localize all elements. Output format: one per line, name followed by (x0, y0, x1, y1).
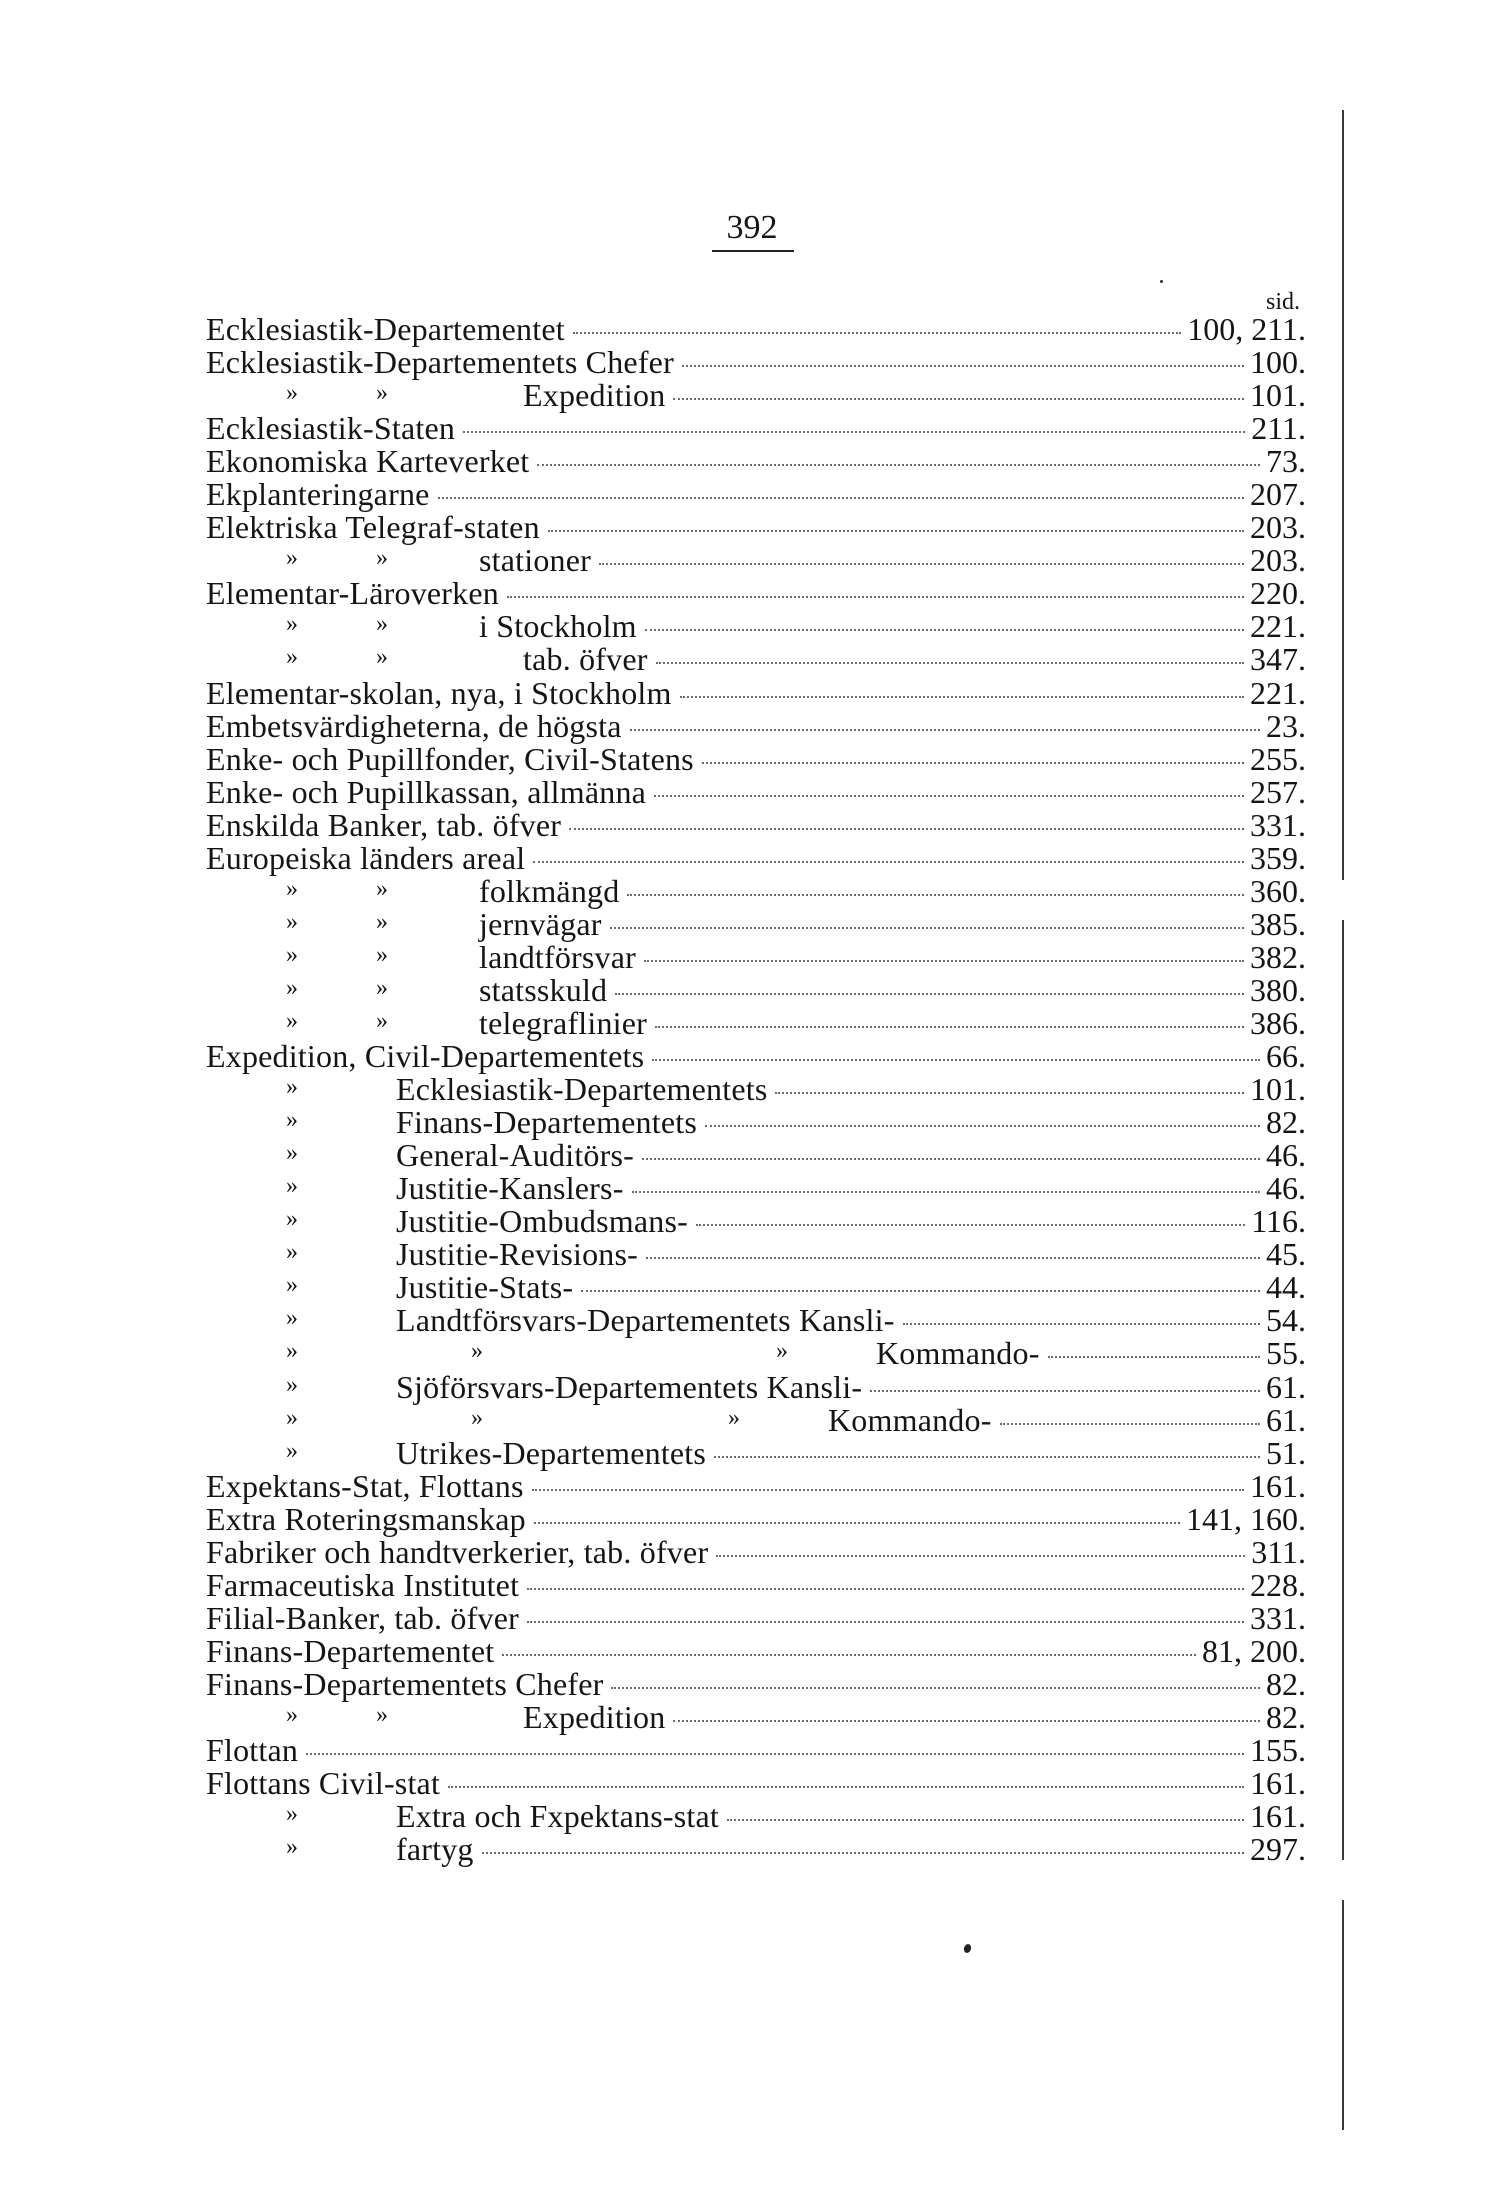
dot-leader (502, 1654, 1196, 1656)
index-entry (206, 1734, 1306, 1767)
index-entry (206, 478, 1306, 511)
column-header: sid. (1265, 289, 1300, 315)
entry-term: Utrikes-Departementets (396, 1434, 707, 1471)
entry-indent (206, 1140, 396, 1167)
ditto-mark: » (286, 1007, 298, 1034)
index-entry (206, 1599, 1306, 1636)
entry-term: Embetsvärdigheterna, de högsta (206, 707, 622, 744)
entry-term: Elementar-skolan, nya, i Stockholm (206, 674, 672, 711)
entry-pages: 386. (1250, 1004, 1306, 1041)
entry-indent (206, 1239, 396, 1266)
ditto-mark: » (286, 1701, 298, 1728)
entry-pages: 66. (1266, 1038, 1306, 1075)
entry-term: Extra och Fxpektans-stat (396, 1798, 719, 1835)
index-entry (206, 872, 1306, 909)
dot-leader (870, 1390, 1260, 1392)
entry-pages: 203. (1250, 542, 1306, 579)
entry-term: Farmaceutiska Institutet (206, 1566, 520, 1603)
dot-leader (573, 332, 1181, 334)
entry-term: Justitie-Revisions- (396, 1236, 639, 1273)
entry-term: Ekplanteringarne (206, 476, 430, 513)
ditto-mark: » (286, 1404, 298, 1431)
dot-leader (655, 1026, 1244, 1028)
entry-indent (206, 1834, 396, 1861)
ditto-mark: » (376, 908, 388, 935)
ditto-mark: » (286, 875, 298, 902)
index-entry (206, 938, 1306, 975)
entry-term: Expedition, Civil-Departementets (206, 1038, 645, 1075)
entry-pages: 46. (1266, 1170, 1306, 1207)
ditto-mark: » (376, 380, 388, 407)
entry-pages: 161. (1250, 1765, 1306, 1802)
dot-leader (705, 1125, 1260, 1127)
entry-pages: 257. (1250, 773, 1306, 810)
entry-pages: 23. (1266, 707, 1306, 744)
ditto-mark: » (286, 545, 298, 572)
ditto-mark: » (286, 1206, 298, 1233)
dot-leader (306, 1753, 1244, 1755)
ditto-mark: » (728, 1404, 740, 1431)
ditto-mark: » (376, 1007, 388, 1034)
entry-pages: 360. (1250, 872, 1306, 909)
dot-leader (527, 1588, 1244, 1590)
ditto-mark: » (286, 1272, 298, 1299)
index-entry (206, 1106, 1306, 1139)
entry-indent (206, 1701, 523, 1728)
index-entry (206, 1401, 1306, 1438)
dot-leader (775, 1092, 1244, 1094)
dot-leader (1048, 1356, 1260, 1358)
entry-term: Ecklesiastik-Departementets (396, 1071, 768, 1108)
index-entry (206, 313, 1306, 346)
entry-indent (206, 974, 479, 1001)
entry-indent (206, 1338, 876, 1365)
entry-indent (206, 1107, 396, 1134)
dot-leader (537, 464, 1260, 466)
ditto-mark: » (286, 1173, 298, 1200)
dot-leader (727, 1819, 1244, 1821)
dot-leader (627, 894, 1244, 896)
index-entry (206, 806, 1306, 843)
entry-term: Ecklesiastik-Staten (206, 410, 456, 447)
ditto-mark: » (286, 611, 298, 638)
entry-pages: 100, 211. (1187, 311, 1306, 347)
entry-indent (206, 941, 479, 968)
entry-term: Ecklesiastik-Departementets Chefer (206, 344, 674, 381)
entry-pages: 61. (1266, 1401, 1306, 1438)
entry-term: Enke- och Pupillfonder, Civil-Statens (206, 740, 694, 777)
entry-pages: 101. (1250, 1071, 1306, 1108)
index-entry (206, 643, 1306, 676)
index-entry (206, 839, 1306, 876)
entry-term: Flottans Civil-stat (206, 1765, 441, 1802)
entry-term: Ecklesiastik-Departementet (206, 311, 565, 347)
dot-leader (642, 1158, 1260, 1160)
entry-pages: 82. (1266, 1104, 1306, 1141)
entry-term: Enke- och Pupillkassan, allmänna (206, 773, 647, 810)
index-entry (206, 1368, 1306, 1405)
dot-leader (673, 1720, 1260, 1722)
entry-term: Finans-Departementet (206, 1632, 495, 1669)
entry-term: jernvägar (479, 905, 602, 942)
ditto-mark: » (376, 974, 388, 1001)
index-entry (206, 511, 1306, 544)
index-entry (206, 1073, 1306, 1106)
index-entry (206, 1139, 1306, 1172)
ditto-mark: » (376, 545, 388, 572)
index-entry (206, 1172, 1306, 1205)
index-entry (206, 1533, 1306, 1570)
entry-term: Sjöförsvars-Departementets Kansli- (396, 1368, 863, 1405)
index-entry (206, 412, 1306, 445)
entry-term: Justitie-Stats- (396, 1269, 574, 1306)
ditto-mark: » (286, 908, 298, 935)
ditto-mark: » (471, 1404, 483, 1431)
dot-leader (1000, 1423, 1260, 1425)
index-entry (206, 740, 1306, 777)
entry-pages: 255. (1250, 740, 1306, 777)
entry-pages: 46. (1266, 1137, 1306, 1174)
entry-term: Elektriska Telegraf-staten (206, 509, 540, 546)
dot-leader (716, 1555, 1245, 1557)
entry-indent (206, 1206, 396, 1233)
entry-term: Justitie-Ombudsmans- (396, 1203, 688, 1240)
entry-term: Expedition (523, 377, 666, 414)
ditto-mark: » (376, 611, 388, 638)
entry-term: Expedition (523, 1698, 666, 1735)
index-entry (206, 707, 1306, 744)
entry-indent (206, 1074, 396, 1101)
entry-pages: 155. (1250, 1732, 1306, 1769)
entry-pages: 55. (1266, 1335, 1306, 1372)
entry-pages: 221. (1250, 608, 1306, 645)
right-margin-rule (1342, 110, 1344, 880)
dot-leader (569, 828, 1244, 830)
entry-term: fartyg (396, 1831, 474, 1868)
entry-term: Kommando- (876, 1335, 1040, 1372)
entry-pages: 82. (1266, 1698, 1306, 1735)
index-entry (206, 1238, 1306, 1271)
entry-indent (206, 1007, 479, 1034)
ditto-mark: » (286, 1834, 298, 1861)
entry-pages: 382. (1250, 938, 1306, 975)
index-entry (206, 1632, 1306, 1669)
entry-indent (206, 644, 523, 671)
entry-pages: 380. (1250, 971, 1306, 1008)
ditto-mark: » (376, 644, 388, 671)
entry-pages: 359. (1250, 839, 1306, 876)
entry-pages: 54. (1266, 1302, 1306, 1339)
entry-term: Elementar-Läroverken (206, 575, 499, 612)
index-entry (206, 379, 1306, 412)
dot-leader (438, 497, 1244, 499)
entry-indent (206, 1272, 396, 1299)
dot-leader (702, 762, 1244, 764)
dot-leader (682, 365, 1244, 367)
page-number: 392 (726, 209, 778, 246)
dot-leader (645, 629, 1244, 631)
entry-term: Ekonomiska Karteverket (206, 443, 530, 480)
entry-term: statsskuld (479, 971, 608, 1008)
dot-leader (654, 795, 1244, 797)
dot-leader (463, 431, 1245, 433)
index-entry (206, 1467, 1306, 1504)
index-entry (206, 1500, 1306, 1537)
index-entry (206, 577, 1306, 610)
dot-leader (680, 696, 1244, 698)
entry-indent (206, 1305, 396, 1332)
ink-mark (963, 1943, 973, 1954)
entry-pages: 81, 200. (1202, 1632, 1306, 1669)
entry-pages: 221. (1250, 674, 1306, 711)
ditto-mark: » (286, 1239, 298, 1266)
index-entry (206, 1833, 1306, 1866)
dot-leader (599, 563, 1244, 565)
index-entry (206, 1665, 1306, 1702)
entry-term: Expektans-Stat, Flottans (206, 1467, 524, 1504)
entry-pages: 61. (1266, 1368, 1306, 1405)
entry-term: Finans-Departementets Chefer (206, 1665, 604, 1702)
ditto-mark: » (286, 644, 298, 671)
dot-leader (696, 1224, 1245, 1226)
ditto-mark: » (286, 1305, 298, 1332)
index-entry (206, 1337, 1306, 1370)
dot-leader (646, 1257, 1260, 1259)
entry-indent (206, 1437, 396, 1464)
dot-leader (527, 1621, 1244, 1623)
entry-term: stationer (479, 542, 591, 579)
entry-term: Finans-Departementets (396, 1104, 697, 1141)
ditto-mark: » (376, 941, 388, 968)
index-entry (206, 905, 1306, 942)
index-entry (206, 610, 1306, 643)
ditto-mark: » (376, 875, 388, 902)
index-entry (206, 1004, 1306, 1041)
entry-pages: 161. (1250, 1467, 1306, 1504)
entry-term: Flottan (206, 1732, 299, 1769)
entry-pages: 331. (1250, 806, 1306, 843)
index-entry (206, 1566, 1306, 1603)
index-entry (206, 971, 1306, 1008)
entry-indent (206, 1371, 396, 1398)
dot-leader (534, 1522, 1180, 1524)
dot-leader (615, 993, 1244, 995)
ditto-mark: » (776, 1338, 788, 1365)
ditto-mark: » (286, 1437, 298, 1464)
entry-indent (206, 380, 523, 407)
entry-term: Extra Roteringsmanskap (206, 1500, 526, 1537)
entry-term: i Stockholm (479, 608, 637, 645)
index-entry (206, 1800, 1306, 1833)
index-entry (206, 1271, 1306, 1304)
dot-leader (903, 1323, 1260, 1325)
dot-leader (632, 1191, 1260, 1193)
dot-leader (448, 1786, 1244, 1788)
dot-leader (507, 596, 1244, 598)
entry-term: landtförsvar (479, 938, 637, 975)
ditto-mark: » (286, 1338, 298, 1365)
entry-indent (206, 1173, 396, 1200)
dot-leader (714, 1456, 1260, 1458)
entry-term: Enskilda Banker, tab. öfver (206, 806, 562, 843)
ditto-mark: » (286, 974, 298, 1001)
ditto-mark: » (286, 1074, 298, 1101)
index-list (206, 313, 1306, 1866)
ditto-mark: » (286, 380, 298, 407)
index-entry (206, 1304, 1306, 1337)
entry-indent (206, 611, 479, 638)
index-entry (206, 544, 1306, 577)
entry-pages: 385. (1250, 905, 1306, 942)
index-entry (206, 773, 1306, 810)
index-entry (206, 1434, 1306, 1471)
entry-indent (206, 1404, 828, 1431)
entry-pages: 220. (1250, 575, 1306, 612)
entry-term: telegraflinier (479, 1004, 648, 1041)
entry-term: Kommando- (828, 1401, 992, 1438)
entry-term: Europeiska länders areal (206, 839, 526, 876)
entry-pages: 331. (1250, 1599, 1306, 1636)
ditto-mark: » (286, 1107, 298, 1134)
dot-leader (532, 1489, 1244, 1491)
entry-pages: 101. (1250, 377, 1306, 414)
index-entry (206, 674, 1306, 711)
dot-leader (656, 662, 1244, 664)
entry-term: Justitie-Kanslers- (396, 1170, 624, 1207)
entry-pages: 211. (1251, 410, 1306, 447)
ditto-mark: » (286, 1140, 298, 1167)
dot-leader (644, 960, 1244, 962)
dot-leader (630, 729, 1260, 731)
entry-term: folkmängd (479, 872, 620, 909)
entry-pages: 297. (1250, 1831, 1306, 1868)
ditto-mark: » (286, 1371, 298, 1398)
entry-indent (206, 545, 479, 572)
entry-pages: 73. (1266, 443, 1306, 480)
entry-term: Landtförsvars-Departementets Kansli- (396, 1302, 895, 1339)
dot-leader (652, 1059, 1260, 1061)
entry-pages: 311. (1251, 1533, 1306, 1570)
index-entry (206, 445, 1306, 478)
entry-pages: 116. (1251, 1203, 1306, 1240)
index-entry (206, 1205, 1306, 1238)
entry-pages: 100. (1250, 344, 1306, 381)
ditto-mark: » (376, 1701, 388, 1728)
ditto-mark: » (286, 941, 298, 968)
dot-leader (482, 1852, 1244, 1854)
dot-leader (610, 927, 1244, 929)
entry-term: Fabriker och handtverkerier, tab. öfver (206, 1533, 709, 1570)
entry-indent (206, 875, 479, 902)
entry-pages: 141, 160. (1186, 1500, 1306, 1537)
dot-leader (581, 1290, 1260, 1292)
entry-pages: 161. (1250, 1798, 1306, 1835)
entry-pages: 82. (1266, 1665, 1306, 1702)
stray-dot (1160, 280, 1163, 283)
entry-pages: 207. (1250, 476, 1306, 513)
index-entry (206, 346, 1306, 379)
dot-leader (611, 1687, 1260, 1689)
index-entry (206, 1767, 1306, 1800)
ditto-mark: » (286, 1801, 298, 1828)
entry-term: General-Auditörs- (396, 1137, 634, 1174)
entry-indent (206, 908, 479, 935)
page-number-rule (712, 250, 794, 252)
right-margin-rule (1342, 920, 1344, 1860)
dot-leader (533, 861, 1244, 863)
dot-leader (548, 530, 1244, 532)
dot-leader (673, 398, 1244, 400)
ditto-mark: » (471, 1338, 483, 1365)
right-margin-rule (1342, 1900, 1344, 2130)
entry-pages: 51. (1266, 1434, 1306, 1471)
entry-pages: 44. (1266, 1269, 1306, 1306)
entry-pages: 203. (1250, 509, 1306, 546)
entry-term: Filial-Banker, tab. öfver (206, 1599, 519, 1636)
index-entry (206, 1698, 1306, 1735)
entry-pages: 347. (1250, 641, 1306, 678)
index-entry (206, 1040, 1306, 1073)
entry-pages: 228. (1250, 1566, 1306, 1603)
entry-pages: 45. (1266, 1236, 1306, 1273)
entry-indent (206, 1801, 396, 1828)
entry-term: tab. öfver (523, 641, 648, 678)
